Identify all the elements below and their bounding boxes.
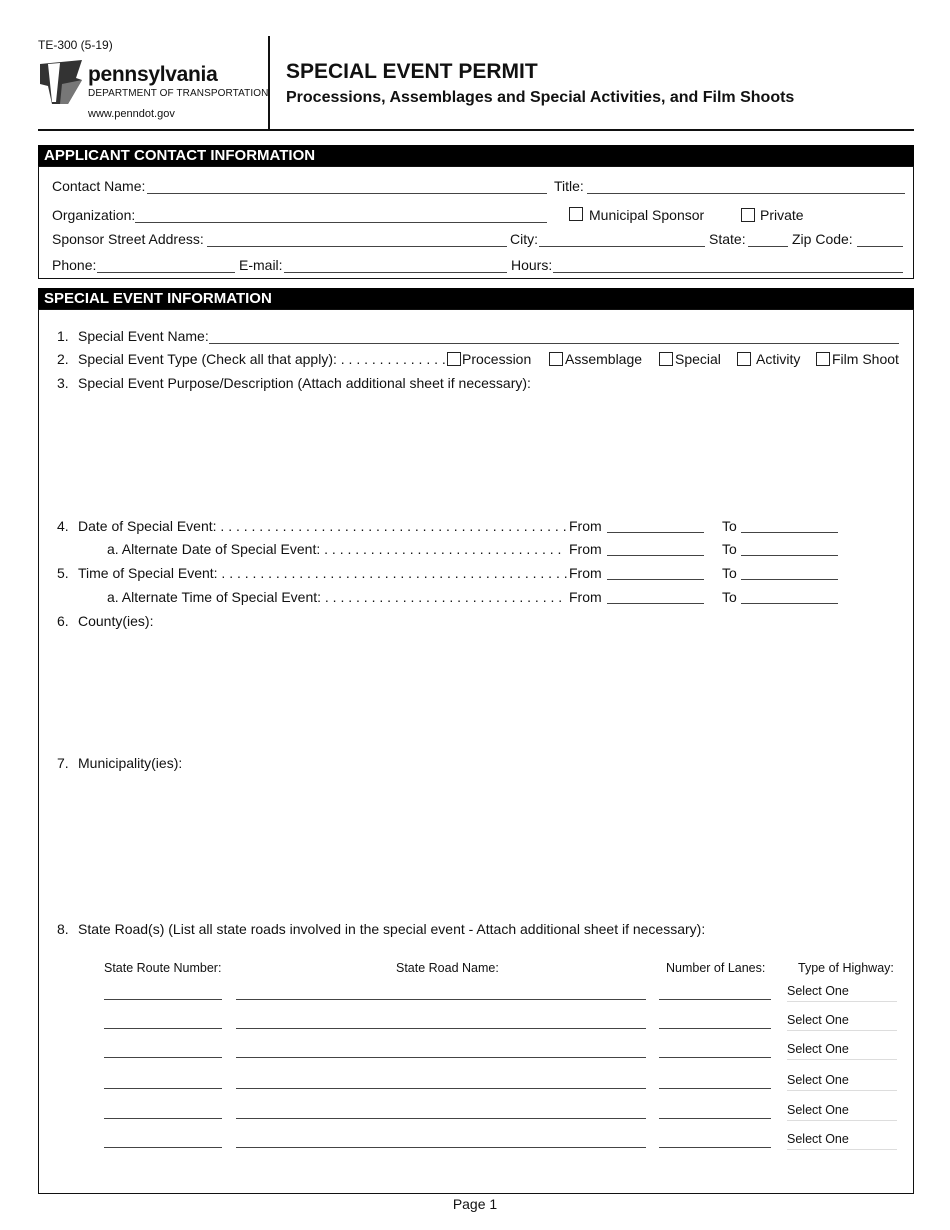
alt-time-to-field[interactable] <box>741 603 838 604</box>
col-route-header: State Route Number: <box>104 961 222 975</box>
special-label: Special <box>675 351 721 367</box>
event-section-heading: SPECIAL EVENT INFORMATION <box>38 288 914 309</box>
title-field[interactable] <box>587 193 905 194</box>
route-number-field[interactable] <box>104 999 222 1000</box>
municipal-sponsor-label: Municipal Sponsor <box>589 207 705 223</box>
zip-code-label: Zip Code: <box>792 231 853 247</box>
date-label: Date of Special Event: . . . . . . . . . . . . . . . . . . . . . . . . . . . . . . . . . . . . . . . . . . . . . <box>78 518 567 534</box>
municipality-textarea[interactable] <box>78 777 898 912</box>
lanes-field[interactable] <box>659 1118 771 1119</box>
contact-name-field[interactable] <box>147 193 547 194</box>
special-checkbox[interactable] <box>659 352 673 366</box>
procession-label: Procession <box>462 351 532 367</box>
item-number: 8. <box>57 921 69 937</box>
road-name-field[interactable] <box>236 1028 646 1029</box>
to-label: To <box>722 541 737 557</box>
col-highway-header: Type of Highway: <box>798 961 894 975</box>
organization-label: Organization: <box>52 207 136 223</box>
item-number: 3. <box>57 375 69 391</box>
organization-field[interactable] <box>135 222 547 223</box>
from-label: From <box>569 541 602 557</box>
lanes-field[interactable] <box>659 1088 771 1089</box>
department-name: DEPARTMENT OF TRANSPORTATION <box>88 88 269 99</box>
highway-type-select[interactable]: Select One <box>787 984 897 1002</box>
page-title: SPECIAL EVENT PERMIT <box>286 60 538 83</box>
item-number: 7. <box>57 755 69 771</box>
zip-code-field[interactable] <box>857 246 903 247</box>
alt-date-label: a. Alternate Date of Special Event: . . . . . . . . . . . . . . . . . . . . . . . . . . . . . . . <box>107 541 562 557</box>
route-number-field[interactable] <box>104 1118 222 1119</box>
time-from-field[interactable] <box>607 579 704 580</box>
road-name-field[interactable] <box>236 1147 646 1148</box>
highway-type-select[interactable]: Select One <box>787 1132 897 1150</box>
form-number: TE-300 (5-19) <box>38 38 113 52</box>
activity-checkbox[interactable] <box>737 352 751 366</box>
route-number-field[interactable] <box>104 1057 222 1058</box>
time-label: Time of Special Event: . . . . . . . . . . . . . . . . . . . . . . . . . . . . . . . . . . . . . . . . . . . . . <box>78 565 568 581</box>
alt-date-from-field[interactable] <box>607 555 704 556</box>
event-type-label: Special Event Type (Check all that apply): . . . . . . . . . . . . . . <box>78 351 446 367</box>
item-number: 4. <box>57 518 69 534</box>
phone-field[interactable] <box>97 272 235 273</box>
route-number-field[interactable] <box>104 1147 222 1148</box>
private-checkbox[interactable] <box>741 208 755 222</box>
county-label: County(ies): <box>78 613 154 629</box>
lanes-field[interactable] <box>659 1028 771 1029</box>
phone-label: Phone: <box>52 257 97 273</box>
to-label: To <box>722 589 737 605</box>
state-label: State: <box>709 231 746 247</box>
applicant-section-heading: APPLICANT CONTACT INFORMATION <box>38 145 914 166</box>
brand-name: pennsylvania <box>88 63 218 86</box>
header-divider-vertical <box>268 36 270 130</box>
alt-time-from-field[interactable] <box>607 603 704 604</box>
highway-type-select[interactable]: Select One <box>787 1042 897 1060</box>
header-divider-horizontal <box>38 129 914 131</box>
date-from-field[interactable] <box>607 532 704 533</box>
item-number: 6. <box>57 613 69 629</box>
email-label: E-mail: <box>239 257 283 273</box>
from-label: From <box>569 565 602 581</box>
alt-time-label: a. Alternate Time of Special Event: . . . . . . . . . . . . . . . . . . . . . . . . . . . . . . . <box>107 589 563 605</box>
lanes-field[interactable] <box>659 999 771 1000</box>
item-number: 5. <box>57 565 69 581</box>
from-label: From <box>569 589 602 605</box>
col-road-name-header: State Road Name: <box>396 961 499 975</box>
page-number: Page 1 <box>452 1196 498 1212</box>
highway-type-select[interactable]: Select One <box>787 1013 897 1031</box>
film-shoot-label: Film Shoot <box>832 351 899 367</box>
to-label: To <box>722 518 737 534</box>
event-section <box>38 309 914 1194</box>
website-link[interactable]: www.penndot.gov <box>88 108 175 120</box>
hours-label: Hours: <box>511 257 553 273</box>
assemblage-checkbox[interactable] <box>549 352 563 366</box>
email-field[interactable] <box>284 272 507 273</box>
city-label: City: <box>510 231 538 247</box>
route-number-field[interactable] <box>104 1088 222 1089</box>
activity-label: Activity <box>756 351 801 367</box>
road-name-field[interactable] <box>236 1057 646 1058</box>
private-label: Private <box>760 207 804 223</box>
item-number: 1. <box>57 328 69 344</box>
road-name-field[interactable] <box>236 1088 646 1089</box>
street-address-label: Sponsor Street Address: <box>52 231 204 247</box>
road-name-field[interactable] <box>236 999 646 1000</box>
film-shoot-checkbox[interactable] <box>816 352 830 366</box>
lanes-field[interactable] <box>659 1057 771 1058</box>
highway-type-select[interactable]: Select One <box>787 1103 897 1121</box>
col-lanes-header: Number of Lanes: <box>666 961 766 975</box>
state-roads-label: State Road(s) (List all state roads involved in the special event - Attach additional sheet if necessary): <box>78 921 706 937</box>
street-address-field[interactable] <box>207 246 507 247</box>
road-name-field[interactable] <box>236 1118 646 1119</box>
keystone-logo-icon <box>38 60 84 104</box>
hours-field[interactable] <box>553 272 903 273</box>
county-textarea[interactable] <box>78 635 898 750</box>
event-name-field[interactable] <box>209 343 899 344</box>
lanes-field[interactable] <box>659 1147 771 1148</box>
assemblage-label: Assemblage <box>565 351 643 367</box>
time-to-field[interactable] <box>741 579 838 580</box>
purpose-textarea[interactable] <box>78 398 898 508</box>
municipality-label: Municipality(ies): <box>78 755 183 771</box>
to-label: To <box>722 565 737 581</box>
alt-date-to-field[interactable] <box>741 555 838 556</box>
purpose-label: Special Event Purpose/Description (Attach additional sheet if necessary): <box>78 375 531 391</box>
contact-name-label: Contact Name: <box>52 178 146 194</box>
item-number: 2. <box>57 351 69 367</box>
title-label: Title: <box>554 178 584 194</box>
state-field[interactable] <box>748 246 788 247</box>
from-label: From <box>569 518 602 534</box>
city-field[interactable] <box>539 246 705 247</box>
applicant-section <box>38 166 914 279</box>
municipal-sponsor-checkbox[interactable] <box>569 207 583 221</box>
page-subtitle: Processions, Assemblages and Special Activities, and Film Shoots <box>286 89 795 106</box>
event-name-label: Special Event Name: <box>78 328 209 344</box>
date-to-field[interactable] <box>741 532 838 533</box>
route-number-field[interactable] <box>104 1028 222 1029</box>
procession-checkbox[interactable] <box>447 352 461 366</box>
highway-type-select[interactable]: Select One <box>787 1073 897 1091</box>
